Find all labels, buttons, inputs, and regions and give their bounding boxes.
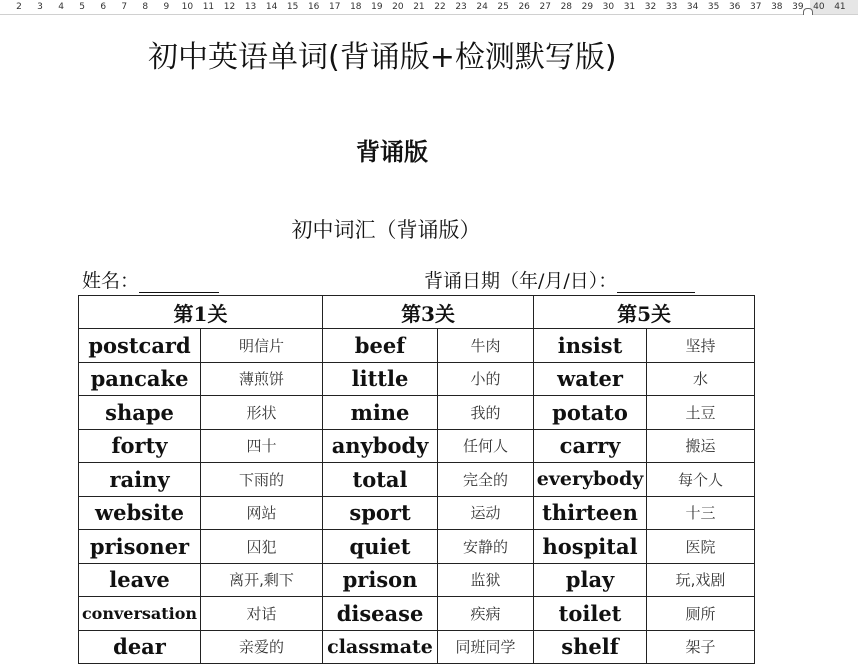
chinese-meaning: 小的 (438, 362, 534, 396)
english-word: thirteen (534, 496, 647, 530)
chinese-meaning: 玩,戏剧 (647, 563, 755, 597)
ruler-tick: 19 (371, 2, 383, 12)
chinese-meaning: 下雨的 (201, 463, 323, 497)
chinese-meaning: 四十 (201, 429, 323, 463)
date-label: 背诵日期（年/月/日）： (424, 270, 618, 292)
english-word: rainy (79, 463, 201, 497)
ruler-tick: 27 (539, 2, 551, 12)
english-word: pancake (79, 362, 201, 396)
english-word: shape (79, 396, 201, 430)
ruler-tick: 40 (813, 2, 825, 12)
english-word: little (323, 362, 438, 396)
chinese-meaning: 离开,剩下 (201, 563, 323, 597)
table-row (79, 396, 755, 430)
level-header: 第1关 (79, 296, 323, 329)
chinese-meaning: 网站 (201, 496, 323, 530)
english-word: sport (323, 496, 438, 530)
chinese-meaning: 医院 (647, 530, 755, 564)
english-word: hospital (534, 530, 647, 564)
ruler-tick: 13 (244, 2, 257, 12)
ruler-tick: 4 (58, 2, 64, 12)
chinese-meaning: 牛肉 (438, 329, 534, 363)
table-row (79, 429, 755, 463)
ruler-tick: 38 (771, 2, 783, 12)
table-row (79, 630, 755, 664)
chinese-meaning: 搬运 (647, 429, 755, 463)
english-word: leave (79, 563, 201, 597)
ruler-tick: 14 (265, 2, 278, 12)
english-word: quiet (323, 530, 438, 564)
ruler-tick: 16 (307, 2, 320, 12)
ruler-tick: 24 (476, 2, 488, 12)
chinese-meaning: 明信片 (201, 329, 323, 363)
chinese-meaning: 囚犯 (201, 530, 323, 564)
name-field (82, 266, 219, 293)
table-row (79, 597, 755, 631)
section-title: 背诵版 (356, 138, 428, 166)
chinese-meaning: 运动 (438, 496, 534, 530)
english-word: prisoner (79, 530, 201, 564)
english-word: everybody (534, 463, 647, 497)
ruler-tick: 2 (16, 2, 22, 12)
chinese-meaning: 十三 (647, 496, 755, 530)
ruler-tick: 22 (434, 2, 446, 12)
ruler-tick: 9 (163, 2, 170, 12)
chinese-meaning: 厕所 (647, 597, 755, 631)
table-row (79, 463, 755, 497)
vocab-table (78, 295, 755, 664)
main-title: 初中英语单词(背诵版+检测默写版) (148, 40, 617, 75)
english-word: anybody (323, 429, 438, 463)
date-blank (617, 274, 695, 293)
ruler-tick: 10 (181, 2, 194, 12)
english-word: carry (534, 429, 647, 463)
table-row (79, 362, 755, 396)
chinese-meaning: 对话 (201, 597, 323, 631)
name-label: 姓名： (82, 270, 140, 292)
ruler-tick: 39 (792, 2, 804, 12)
english-word: play (534, 563, 647, 597)
ruler-tick: 5 (79, 2, 86, 12)
ruler-tick: 26 (518, 2, 530, 12)
english-word: potato (534, 396, 647, 430)
ruler-tick: 6 (100, 2, 107, 12)
english-word: toilet (534, 597, 647, 631)
english-word: shelf (534, 630, 647, 664)
ruler-tick: 18 (350, 2, 362, 12)
english-word: dear (79, 630, 201, 664)
english-word: mine (323, 396, 438, 430)
chinese-meaning: 形状 (201, 396, 323, 430)
ruler-tick: 41 (834, 2, 846, 12)
english-word: website (79, 496, 201, 530)
level-header: 第5关 (534, 296, 755, 329)
chinese-meaning: 安静的 (438, 530, 534, 564)
english-word: conversation (79, 597, 201, 631)
chinese-meaning: 每个人 (647, 463, 755, 497)
chinese-meaning: 土豆 (647, 396, 755, 430)
ruler-tick: 7 (121, 2, 128, 12)
english-word: classmate (323, 630, 438, 664)
ruler-tick: 31 (623, 2, 636, 12)
chinese-meaning: 坚持 (647, 329, 755, 363)
ruler-tick: 12 (223, 2, 236, 12)
ruler-tick: 32 (644, 2, 657, 12)
ruler-tick: 20 (392, 2, 404, 12)
english-word: insist (534, 329, 647, 363)
table-header-row (79, 296, 755, 329)
doc-title: 初中词汇（背诵版） (291, 218, 481, 242)
english-word: forty (79, 429, 201, 463)
name-blank (139, 274, 219, 293)
ruler-tick: 34 (686, 2, 699, 12)
chinese-meaning: 监狱 (438, 563, 534, 597)
chinese-meaning: 薄煎饼 (201, 362, 323, 396)
ruler-tick: 30 (602, 2, 615, 12)
english-word: postcard (79, 329, 201, 363)
ruler-tick: 3 (37, 2, 43, 12)
chinese-meaning: 疾病 (438, 597, 534, 631)
ruler-tick: 35 (707, 2, 720, 12)
ruler-tick: 8 (142, 2, 149, 12)
date-field (424, 266, 695, 293)
chinese-meaning: 我的 (438, 396, 534, 430)
right-indent-marker[interactable] (803, 8, 813, 15)
ruler-tick: 17 (329, 2, 341, 12)
level-header: 第3关 (323, 296, 534, 329)
table-row (79, 329, 755, 363)
ruler-tick: 11 (202, 2, 215, 12)
ruler-tick: 15 (286, 2, 299, 12)
ruler-tick: 37 (750, 2, 762, 12)
english-word: total (323, 463, 438, 497)
table-row (79, 530, 755, 564)
ruler-tick: 28 (560, 2, 573, 12)
english-word: disease (323, 597, 438, 631)
table-row (79, 496, 755, 530)
ruler-tick: 25 (497, 2, 509, 12)
chinese-meaning: 亲爱的 (201, 630, 323, 664)
ruler-tick: 33 (665, 2, 678, 12)
chinese-meaning: 同班同学 (438, 630, 534, 664)
ruler-tick: 29 (581, 2, 594, 12)
english-word: prison (323, 563, 438, 597)
table-row (79, 563, 755, 597)
chinese-meaning: 架子 (647, 630, 755, 664)
ruler-tick: 23 (455, 2, 467, 12)
english-word: water (534, 362, 647, 396)
ruler-tick: 21 (413, 2, 425, 12)
ruler-tick: 36 (728, 2, 741, 12)
chinese-meaning: 完全的 (438, 463, 534, 497)
chinese-meaning: 任何人 (438, 429, 534, 463)
english-word: beef (323, 329, 438, 363)
ruler[interactable] (0, 0, 858, 15)
chinese-meaning: 水 (647, 362, 755, 396)
